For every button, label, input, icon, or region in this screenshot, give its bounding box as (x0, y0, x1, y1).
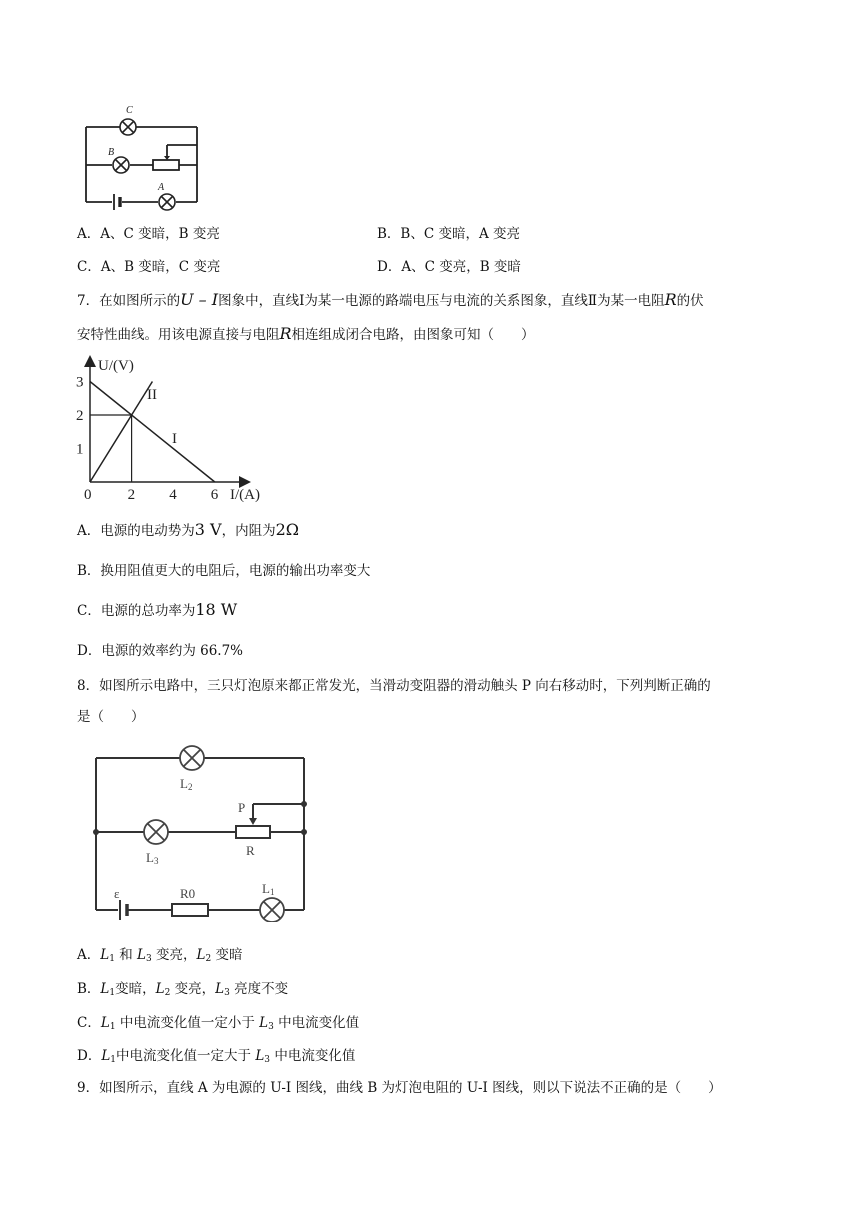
option-text: A． (77, 947, 101, 963)
lamp-symbol: L (100, 947, 110, 963)
lamp-c-icon (120, 119, 136, 135)
q6-option-a[interactable]: A．A、C 变暗，B 变亮 (77, 226, 220, 242)
option-text: D． (77, 1048, 102, 1064)
q8-label-l3: L3 (146, 850, 159, 866)
q8-label-r0: R0 (180, 886, 196, 901)
q8-label-l1: L1 (262, 881, 275, 897)
option-text: 变亮， (170, 981, 216, 997)
q8-label-p: P (238, 800, 246, 815)
q8-label-l2: L2 (180, 776, 193, 792)
lamp-b-icon (113, 157, 129, 173)
q7-option-c[interactable]: C．电源的总功率为18 W (77, 600, 238, 619)
option-text: 变暗， (115, 981, 156, 997)
option-text: 亮度不变 (229, 981, 289, 997)
lamp-symbol: L (137, 947, 147, 963)
q7-ui-graph (70, 352, 280, 507)
q9-stem: 9．如图所示，直线 A 为电源的 U-I 图线，曲线 B 为灯泡电阻的 U-I 图线，则以下说法不正确的是（ ） (77, 1080, 722, 1096)
series-ii-label: II (147, 387, 157, 403)
q7-option-b[interactable]: B．换用阻值更大的电阻后，电源的输出功率变大 (77, 563, 371, 579)
lamp-l3-icon (144, 820, 168, 844)
series-line-ii (90, 382, 152, 483)
option-text: 中电流变化值 (270, 1048, 356, 1064)
option-text: 变暗 (211, 947, 243, 963)
q7-stem-line1: 7．在如图所示的U – I图象中，直线Ⅰ为某一电源的路端电压与电流的关系图象，直线Ⅱ为某一电阻R的伏 (77, 290, 704, 309)
option-text: 和 (114, 947, 138, 963)
lamp-symbol: L (155, 981, 165, 997)
lamp-a-icon (159, 194, 175, 210)
option-text: C． (77, 1015, 101, 1031)
lamp-symbol: L (255, 1048, 265, 1064)
q8-label-e: ε (114, 886, 120, 901)
lamp-l2-icon (180, 746, 204, 770)
option-text: 中电流变化值一定大于 (116, 1048, 256, 1064)
lamp-symbol: L (196, 947, 206, 963)
lamp-symbol: L (100, 1015, 110, 1031)
lamp-symbol: L (259, 1015, 269, 1031)
q7-option-a[interactable]: A．电源的电动势为3 V，内阻为2Ω (77, 520, 300, 539)
q8-option-c[interactable]: C．$L_1$ 中电流变化值一定小于 $L_3$ 中电流变化值 (77, 1015, 360, 1032)
y-axis-label: U/(V) (98, 358, 134, 374)
q6-option-d[interactable]: D．A、C 变亮，B 变暗 (377, 259, 521, 275)
option-text: 中电流变化值 (273, 1015, 360, 1031)
q6-label-c: C (126, 105, 133, 116)
x-tick-label: 6 (210, 487, 219, 503)
lamp-l1-icon (260, 898, 284, 922)
q7-option-d[interactable]: D．电源的效率约为 66.7% (77, 643, 244, 659)
q6-option-c[interactable]: C．A、B 变暗，C 变亮 (77, 259, 221, 275)
x-axis-label: I/(A) (230, 487, 260, 503)
q8-label-r: R (246, 843, 255, 858)
option-text: B． (77, 981, 101, 997)
x-tick-label: 2 (127, 487, 136, 503)
q8-option-d[interactable]: D．$L_1$中电流变化值一定大于 $L_3$ 中电流变化值 (77, 1048, 356, 1065)
x-tick-label: 4 (169, 487, 177, 503)
series-i-label: I (172, 431, 177, 447)
q8-circuit-diagram (88, 742, 318, 922)
q7-stem-line2: 安特性曲线。用该电源直接与电阻R相连组成闭合电路，由图象可知（ ） (77, 324, 535, 343)
y-tick-label: 2 (76, 408, 84, 424)
q6-label-b: B (108, 147, 115, 158)
q8-stem-line1: 8．如图所示电路中，三只灯泡原来都正常发光，当滑动变阻器的滑动触头 P 向右移动时，下列判断正确的 (77, 678, 711, 694)
x-tick-label: 0 (84, 487, 92, 503)
option-text: 变亮， (151, 947, 197, 963)
y-tick-label: 3 (76, 374, 84, 391)
q6-label-a: A (158, 182, 165, 193)
option-text: 中电流变化值一定小于 (115, 1015, 260, 1031)
q6-option-b[interactable]: B．B、C 变暗，A 变亮 (377, 226, 521, 242)
y-tick-label: 1 (76, 441, 84, 458)
q8-option-a[interactable]: A．$L_1$ 和 $L_3$ 变亮，$L_2$ 变暗 (77, 947, 243, 964)
lamp-symbol: L (101, 1048, 111, 1064)
q6-circuit-diagram (74, 100, 214, 216)
lamp-symbol: L (215, 981, 225, 997)
q8-option-b[interactable]: B．$L_1$变暗，$L_2$ 变亮，$L_3$ 亮度不变 (77, 981, 289, 998)
lamp-symbol: L (100, 981, 110, 997)
q8-stem-line2: 是（ ） (77, 709, 145, 725)
